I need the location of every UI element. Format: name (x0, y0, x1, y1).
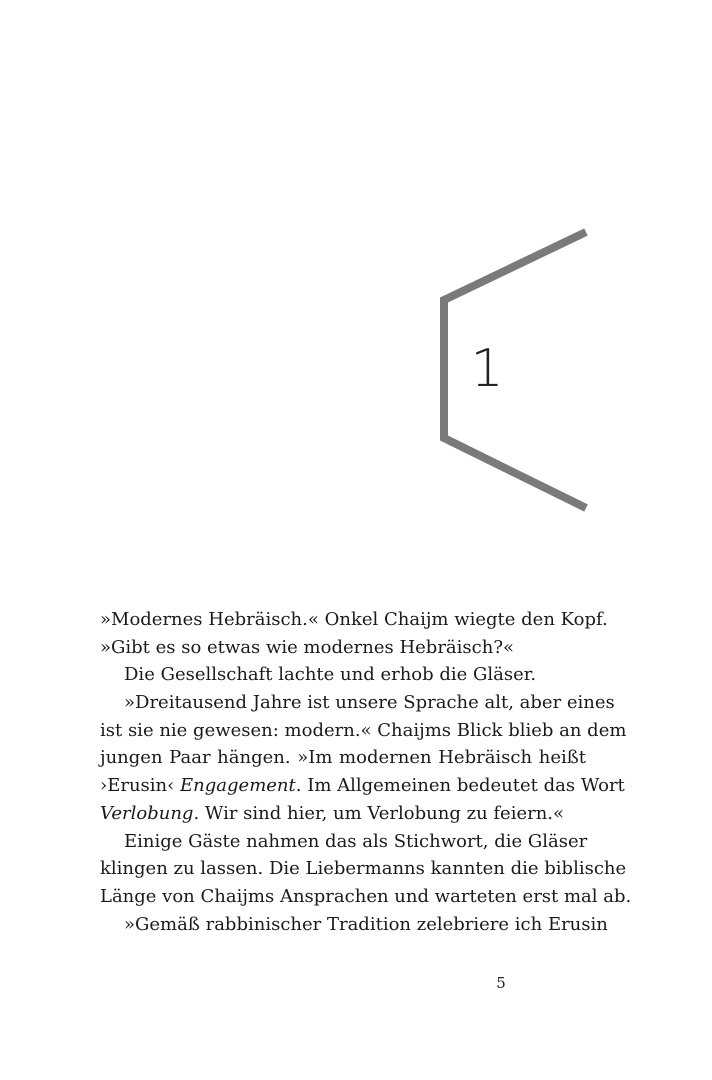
text-line: »Dreitausend Jahre ist unsere Sprache alt, aber eines (124, 692, 615, 714)
text-span: ›Erusin‹ (100, 775, 181, 797)
text-line: jungen Paar hängen. »Im modernen Hebräisch heißt (100, 747, 586, 769)
body-text (100, 606, 632, 938)
text-line (100, 772, 625, 800)
text-line: Die Gesellschaft lachte und erhob die Gläser. (124, 664, 537, 686)
text-line: klingen zu lassen. Die Liebermanns kannten die biblische (100, 858, 627, 880)
chapter-number: 1 (470, 339, 504, 399)
text-line: »Gibt es so etwas wie modernes Hebräisch?« (100, 636, 514, 658)
text-line: Länge von Chaijms Ansprachen und warteten erst mal ab. (100, 885, 632, 907)
text-line: »Gemäß rabbinischer Tradition zelebriere ich Erusin (124, 913, 608, 935)
text-line (100, 800, 586, 828)
italic-text: Verlobung (100, 802, 194, 824)
text-span: . Im Allgemeinen bedeutet das Wort (295, 775, 625, 797)
text-line: ist sie nie gewesen: modern.« Chaijms Blick blieb an dem (100, 719, 627, 741)
text-span: . Wir sind hier, um Verlobung zu feiern.« (193, 802, 565, 824)
italic-text: Engagement (180, 775, 296, 797)
chapter-badge-frame (438, 228, 588, 518)
text-line: Einige Gäste nahmen das als Stichwort, die Gläser (124, 830, 588, 852)
page-number: 5 (496, 974, 506, 992)
text-line: »Modernes Hebräisch.« Onkel Chaijm wiegte den Kopf. (100, 609, 608, 630)
